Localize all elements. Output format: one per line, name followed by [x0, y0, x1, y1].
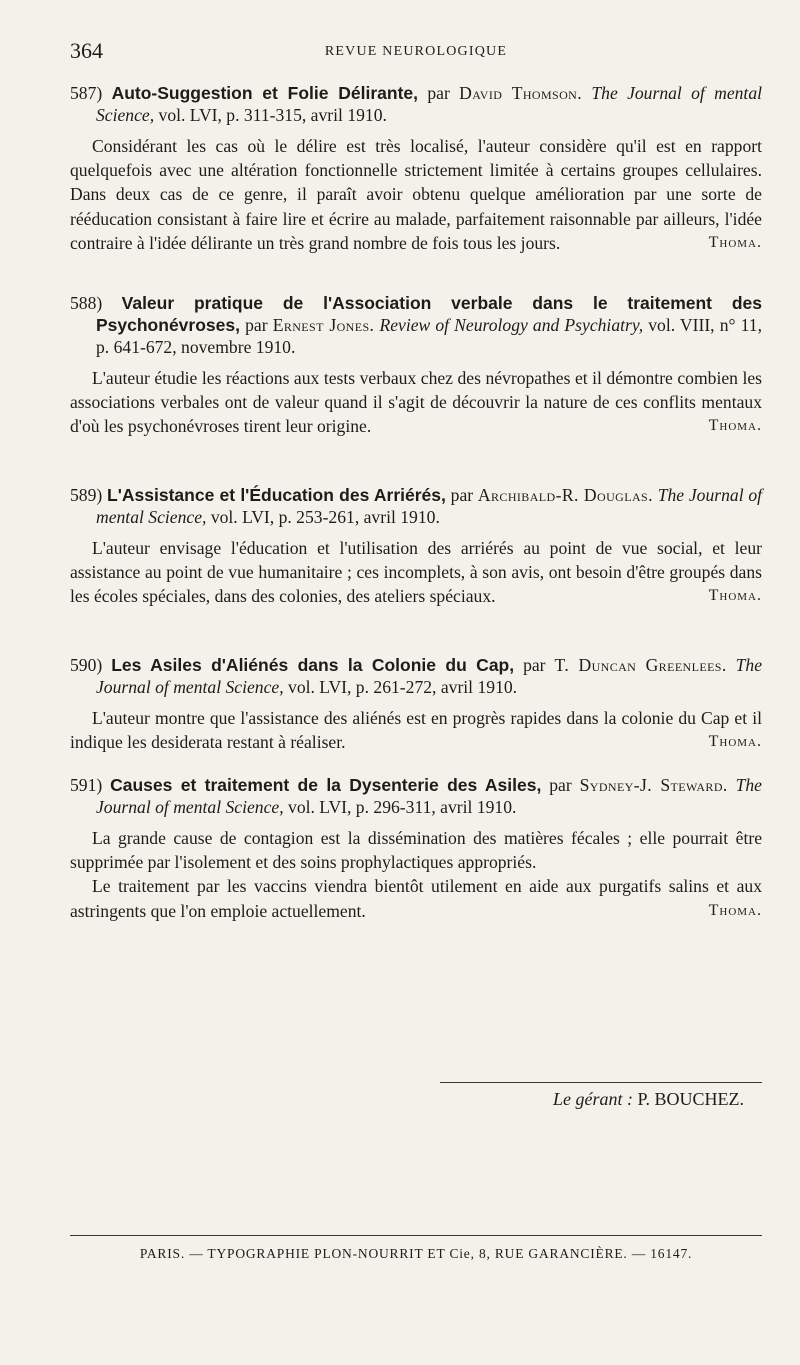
abstract-entry-587	[70, 82, 762, 255]
entry-author: Archibald-R. Douglas.	[477, 485, 653, 505]
entry-reference: vol. LVI, p. 296-311, avril 1910.	[288, 797, 517, 817]
entry-heading	[70, 82, 762, 126]
entry-title: Valeur pratique de l'Association verbale dans le traitement des Psychonévroses,	[96, 293, 762, 335]
entry-signature: Thoma.	[708, 417, 762, 435]
entry-by: par	[427, 83, 450, 103]
manager-label: Le gérant :	[552, 1089, 633, 1109]
entry-author: T. Duncan Greenlees.	[554, 655, 727, 675]
entry-reference: vol. LVI, p. 253-261, avril 1910.	[210, 507, 440, 527]
running-title: REVUE NEUROLOGIQUE	[324, 44, 508, 59]
entry-heading	[70, 774, 762, 818]
entry-number: 591)	[70, 775, 103, 795]
entry-body-text: L'auteur envisage l'éducation et l'utilisation des arriérés au point de vue social, et leur assistance au point de vue humanitaire ; ces incomplets, à son avis, ont besoin d'être groupés dans les écoles spéciales, dans des colonies, des ateliers spéciaux.	[70, 538, 762, 607]
entry-heading	[70, 654, 762, 698]
entry-heading	[70, 292, 762, 358]
entry-number: 590)	[70, 655, 103, 675]
entry-body-text: L'auteur étudie les réactions aux tests verbaux chez des névropathes et il démontre combien les associations verbales ont de valeur quand il s'agit de découvrir la nature de ces conflits mentaux d'où les psychonévroses tirent leur origine.	[70, 368, 762, 437]
entry-body-text-2: Le traitement par les vaccins viendra bientôt utilement en aide aux purgatifs salins et aux astringents que l'on emploie actuellement.	[70, 876, 762, 921]
page-number: 364	[70, 38, 103, 63]
entry-journal: The Journal of mental Science,	[96, 655, 763, 697]
imprint-footer	[70, 1235, 762, 1262]
manager-name: P. BOUCHEZ.	[637, 1089, 744, 1109]
entry-signature: Thoma.	[708, 233, 762, 251]
entry-journal: Review of Neurology and Psychiatry,	[379, 315, 644, 335]
manager-line	[440, 1089, 762, 1110]
entry-number: 589)	[70, 485, 103, 505]
entry-author: David Thomson.	[459, 83, 583, 103]
entry-by: par	[549, 775, 572, 795]
entry-number: 588)	[70, 293, 103, 313]
footer-rule	[70, 1235, 762, 1236]
entry-reference: vol. LVI, p. 311-315, avril 1910.	[158, 105, 387, 125]
entry-by: par	[450, 485, 474, 505]
entry-by: par	[523, 655, 546, 675]
entry-journal: The Journal of mental Science,	[96, 83, 763, 125]
entry-title: L'Assistance et l'Éducation des Arriérés,	[107, 485, 446, 505]
entry-heading	[70, 484, 762, 528]
entry-body	[70, 826, 762, 874]
entry-body-text: La grande cause de contagion est la dissémination des matières fécales ; elle pourrait être supprimée par l'isolement et des soins prophylactiques appropriés.	[70, 828, 762, 873]
manager-block	[440, 1082, 762, 1110]
entry-journal: The Journal of mental Science,	[96, 485, 763, 527]
entry-signature: Thoma.	[708, 901, 762, 919]
entry-by: par	[245, 315, 268, 335]
entry-author: Sydney-J. Steward.	[579, 775, 728, 795]
manager-rule	[440, 1082, 762, 1083]
entry-body-2	[70, 874, 762, 922]
entry-signature: Thoma.	[708, 733, 762, 751]
page-header	[70, 38, 762, 72]
abstract-entry-589	[70, 484, 762, 609]
entry-reference: vol. VIII, n° 11, p. 641-672, novembre 1910.	[96, 315, 762, 357]
entry-body-text: L'auteur montre que l'assistance des aliénés est en progrès rapides dans la colonie du Cap et il indique les desiderata restant à réaliser.	[70, 708, 762, 753]
abstract-entry-588	[70, 292, 762, 439]
entry-title: Causes et traitement de la Dysenterie des Asiles,	[110, 775, 542, 795]
entry-body	[70, 536, 762, 609]
entry-number: 587)	[70, 83, 103, 103]
entry-body	[70, 366, 762, 439]
entry-title: Les Asiles d'Aliénés dans la Colonie du Cap,	[111, 655, 515, 675]
entry-body-text: Considérant les cas où le délire est très localisé, l'auteur considère qu'il est en rapport quelquefois avec une altération fonctionnelle strictement limitée à certains groupes cellulaires. Dans deux cas de ce genre, il paraît avoir obtenu quelque amélioration par une sorte de rééducation consistant à faire lire et écrire au malade, parfaitement raisonnable par ailleurs, l'idée contraire à l'idée délirante un très grand nombre de fois tous les jours.	[70, 136, 762, 253]
entry-author: Ernest Jones.	[272, 315, 375, 335]
entry-journal: The Journal of mental Science,	[96, 775, 762, 817]
abstract-entry-591	[70, 774, 762, 923]
entry-title: Auto-Suggestion et Folie Délirante,	[111, 83, 419, 103]
entry-reference: vol. LVI, p. 261-272, avril 1910.	[288, 677, 518, 697]
abstract-entry-590	[70, 654, 762, 754]
entry-body	[70, 706, 762, 754]
entry-signature: Thoma.	[708, 587, 762, 605]
entry-body	[70, 134, 762, 255]
imprint-text: PARIS. — TYPOGRAPHIE PLON-NOURRIT ET Cie, 8, RUE GARANCIÈRE. — 16147.	[139, 1246, 693, 1261]
